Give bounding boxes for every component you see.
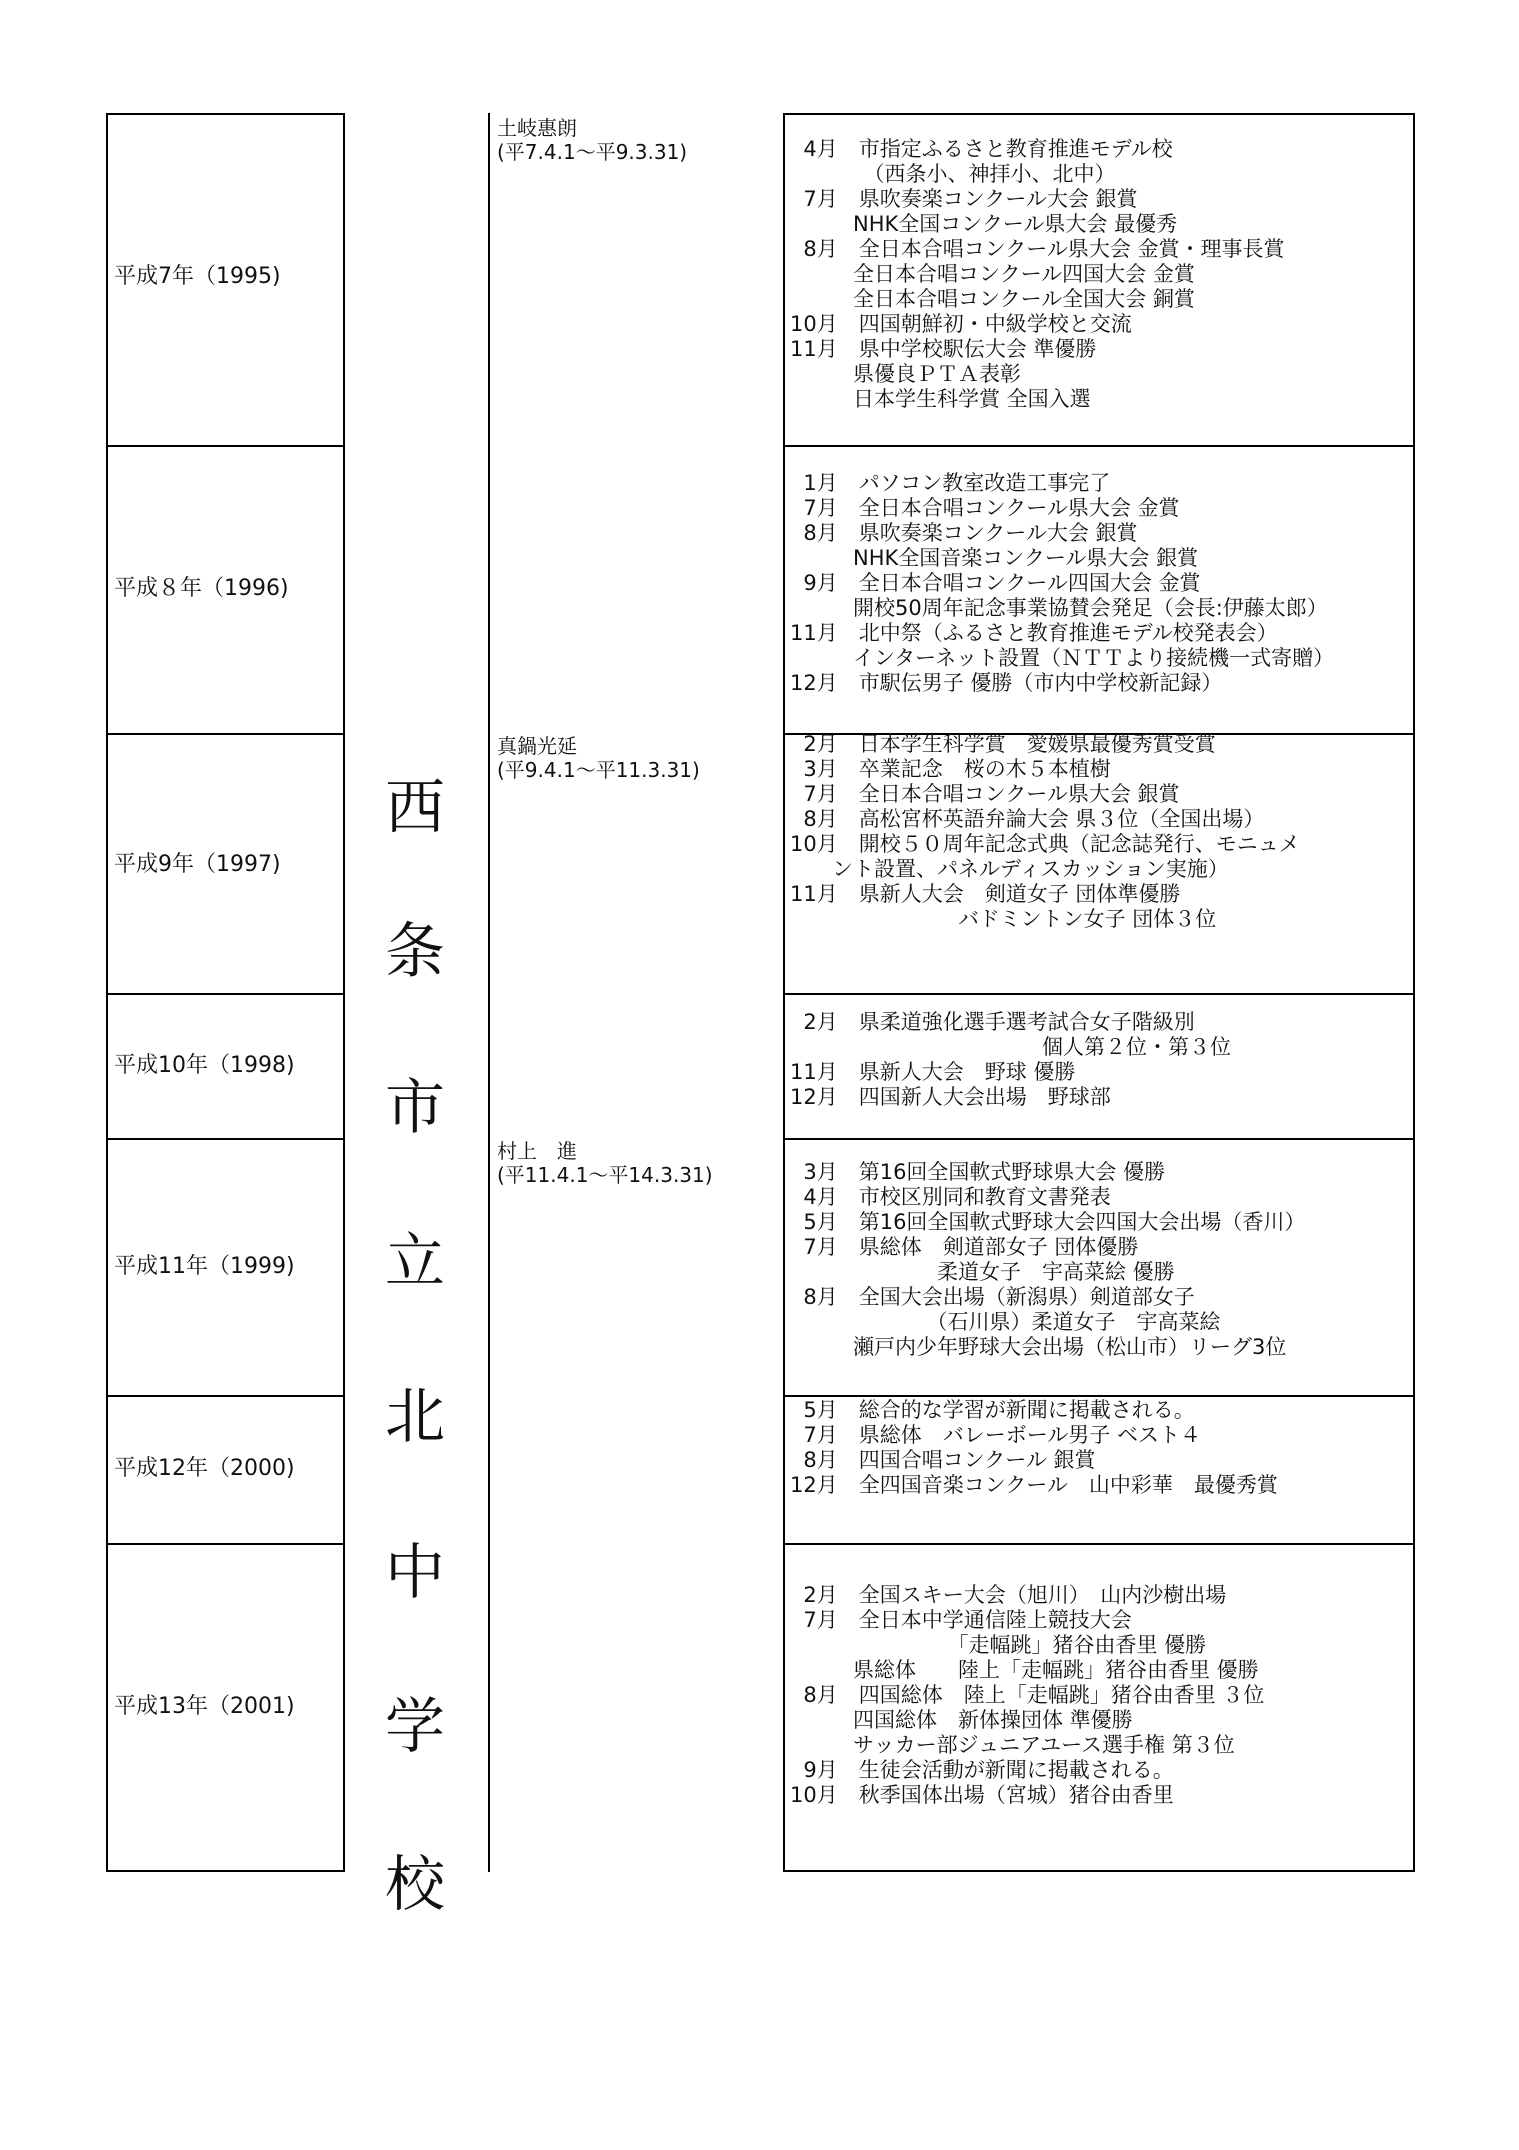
event-line: 10月 秋季国体出場（宮城）猪谷由香里	[790, 1783, 1174, 1807]
year-label: 平成11年（1999)	[114, 1254, 295, 1279]
events-block	[790, 1398, 1278, 1498]
event-line: 柔道女子 宇高菜絵 優勝	[790, 1260, 1175, 1284]
principal-term: (平9.4.1～平11.3.31)	[497, 758, 700, 782]
event-line: 7月 全日本合唱コンクール県大会 銀賞	[790, 782, 1180, 806]
event-line: 4月 市指定ふるさと教育推進モデル校	[790, 137, 1173, 161]
year-label: 平成7年（1995)	[114, 264, 281, 289]
event-line: 12月 市駅伝男子 優勝（市内中学校新記録）	[790, 671, 1223, 695]
year-label: 平成9年（1997)	[114, 852, 281, 877]
event-line: 8月 全日本合唱コンクール県大会 金賞・理事長賞	[790, 237, 1285, 261]
event-line: 12月 全四国音楽コンクール 山中彩華 最優秀賞	[790, 1473, 1278, 1497]
event-line: 10月 四国朝鮮初・中級学校と交流	[790, 312, 1132, 336]
table-border	[106, 113, 345, 115]
event-line: 4月 市校区別同和教育文書発表	[790, 1185, 1111, 1209]
event-line: バドミントン女子 団体３位	[790, 907, 1217, 931]
school-name-char: 条	[385, 917, 445, 987]
event-line: 7月 県総体 剣道部女子 団体優勝	[790, 1235, 1139, 1259]
table-border	[106, 113, 108, 1872]
table-border	[783, 1543, 1415, 1545]
event-line: 1月 パソコン教室改造工事完了	[790, 471, 1111, 495]
table-border	[106, 1395, 345, 1397]
event-line: サッカー部ジュニアユース選手権 第３位	[790, 1733, 1235, 1757]
event-line: 8月 県吹奏楽コンクール大会 銀賞	[790, 521, 1138, 545]
table-border	[106, 1138, 345, 1140]
school-name-char: 学	[385, 1692, 445, 1762]
event-line: 県総体 陸上「走幅跳」猪谷由香里 優勝	[790, 1658, 1259, 1682]
year-label: 平成８年（1996)	[114, 576, 289, 601]
events-block	[790, 1583, 1264, 1808]
school-name-char: 北	[385, 1382, 445, 1452]
event-line: 個人第２位・第３位	[790, 1035, 1231, 1059]
event-line: 8月 高松宮杯英語弁論大会 県３位（全国出場）	[790, 807, 1265, 831]
table-border	[783, 1138, 1415, 1140]
event-line: 3月 第16回全国軟式野球県大会 優勝	[790, 1160, 1166, 1184]
event-line: 全日本合唱コンクール四国大会 金賞	[790, 262, 1195, 286]
table-border	[783, 993, 1415, 995]
table-border	[106, 1870, 345, 1872]
event-line: 8月 全国大会出場（新潟県）剣道部女子	[790, 1285, 1195, 1309]
event-line: インターネット設置（ＮＴＴより接続機一式寄贈）	[790, 646, 1335, 670]
event-line: NHK全国音楽コンクール県大会 銀賞	[790, 546, 1199, 570]
event-line: 7月 全日本中学通信陸上競技大会	[790, 1608, 1132, 1632]
event-line: 瀬戸内少年野球大会出場（松山市）リーグ3位	[790, 1335, 1287, 1359]
year-label: 平成10年（1998)	[114, 1053, 295, 1078]
table-border	[783, 1870, 1415, 1872]
event-line: （西条小、神拝小、北中）	[790, 162, 1116, 186]
table-border	[106, 1543, 345, 1545]
event-line: 11月 県中学校駅伝大会 準優勝	[790, 337, 1097, 361]
events-block	[790, 137, 1285, 412]
events-block	[790, 471, 1334, 696]
table-border	[488, 113, 490, 1872]
event-line: 11月 北中祭（ふるさと教育推進モデル校発表会）	[790, 621, 1278, 645]
table-border	[106, 733, 345, 735]
event-line: 四国総体 新体操団体 準優勝	[790, 1708, 1133, 1732]
event-line: 10月 開校５０周年記念式典（記念誌発行、モニュメ	[790, 832, 1300, 856]
table-border	[1413, 113, 1415, 1872]
event-line: 8月 四国総体 陸上「走幅跳」猪谷由香里 ３位	[790, 1683, 1265, 1707]
principal-name: 土岐惠朗	[497, 116, 577, 140]
principal-term: (平11.4.1～平14.3.31)	[497, 1163, 713, 1187]
year-label: 平成13年（2001)	[114, 1694, 295, 1719]
table-border	[783, 445, 1415, 447]
events-block	[790, 1160, 1305, 1360]
event-line: 5月 総合的な学習が新聞に掲載される。	[790, 1398, 1195, 1422]
events-block	[790, 732, 1300, 932]
event-line: 7月 県吹奏楽コンクール大会 銀賞	[790, 187, 1138, 211]
event-line: 開校50周年記念事業協賛会発足（会長:伊藤太郎）	[790, 596, 1328, 620]
events-block	[790, 1010, 1231, 1110]
event-line: 県優良ＰＴＡ表彰	[790, 362, 1021, 386]
event-line: 9月 全日本合唱コンクール四国大会 金賞	[790, 571, 1201, 595]
event-line: 「走幅跳」猪谷由香里 優勝	[790, 1633, 1207, 1657]
principal-name: 村上 進	[497, 1139, 577, 1163]
event-line: 3月 卒業記念 桜の木５本植樹	[790, 757, 1111, 781]
event-line: 2月 全国スキー大会（旭川） 山内沙樹出場	[790, 1583, 1227, 1607]
event-line: 11月 県新人大会 野球 優勝	[790, 1060, 1076, 1084]
principal-term: (平7.4.1～平9.3.31)	[497, 140, 688, 164]
event-line: 日本学生科学賞 全国入選	[790, 387, 1091, 411]
event-line: 全日本合唱コンクール全国大会 銅賞	[790, 287, 1195, 311]
school-name-char: 中	[385, 1538, 445, 1608]
event-line: ント設置、パネルディスカッション実施）	[790, 857, 1229, 881]
year-label: 平成12年（2000)	[114, 1456, 295, 1481]
event-line: 7月 県総体 バレーボール男子 ベスト４	[790, 1423, 1201, 1447]
school-name-overflow	[370, 1850, 460, 1920]
event-line: 7月 全日本合唱コンクール県大会 金賞	[790, 496, 1180, 520]
event-line: 12月 四国新人大会出場 野球部	[790, 1085, 1111, 1109]
school-name-char: 市	[385, 1073, 445, 1143]
table-border	[343, 113, 345, 1872]
event-line: 8月 四国合唱コンクール 銀賞	[790, 1448, 1096, 1472]
table-border	[783, 113, 785, 1872]
event-line: 11月 県新人大会 剣道女子 団体準優勝	[790, 882, 1181, 906]
event-line: 2月 日本学生科学賞 愛媛県最優秀賞受賞	[790, 732, 1216, 756]
table-border	[783, 113, 1415, 115]
school-name-char: 校	[385, 1850, 445, 1920]
table-border	[106, 993, 345, 995]
event-line: 2月 県柔道強化選手選考試合女子階級別	[790, 1010, 1195, 1034]
event-line: 5月 第16回全国軟式野球大会四国大会出場（香川）	[790, 1210, 1306, 1234]
table-border	[783, 1395, 1415, 1397]
table-border	[106, 445, 345, 447]
school-name-char: 立	[385, 1227, 445, 1297]
event-line: NHK全国コンクール県大会 最優秀	[790, 212, 1178, 236]
event-line: （石川県）柔道女子 宇高菜絵	[790, 1310, 1221, 1334]
school-name-char: 西	[385, 773, 445, 843]
event-line: 9月 生徒会活動が新聞に掲載される。	[790, 1758, 1174, 1782]
principal-name: 真鍋光延	[497, 734, 577, 758]
